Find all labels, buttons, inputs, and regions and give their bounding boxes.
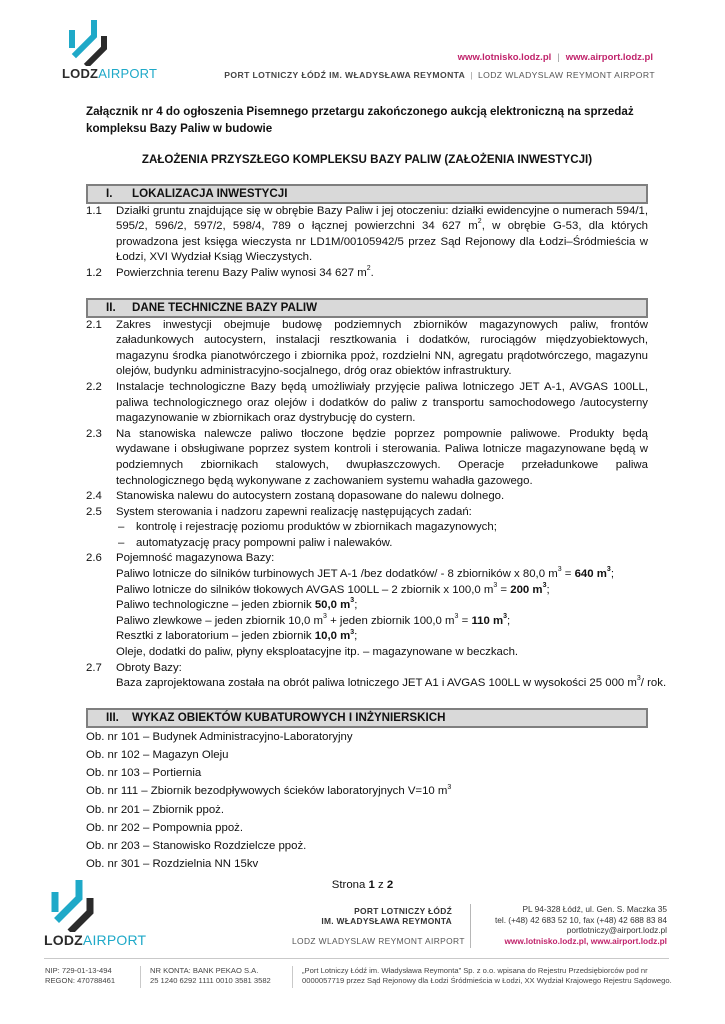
item-number: 2.2 [86, 380, 102, 393]
item-number: 1.1 [86, 204, 102, 217]
dash-list-item: – automatyzację pracy pompowni paliw i nalewaków. [116, 536, 648, 552]
item-text: Na stanowiska nalewcze paliwo tłoczone będzie poprzez pompownie paliwowe. Produkty będą wydawane i obsługiwane poprzez system kontroli i sterowania. Paliwa lotnicze magazynowane będą w podziemnych zbiornikach stalowych, dwupłaszczowych. Operacje przeładunkowe paliwa technologicznego będą wykonywane z zachowaniem systemu wahadła gazowego. [116, 427, 648, 487]
capacity-line-technological: Paliwo technologiczne – jeden zbiornik 50,0 $m^3$; [116, 597, 358, 612]
item-number: 2.6 [86, 552, 102, 565]
item-text: Zakres inwestycji obejmuje budowę podziemnych zbiorników magazynowych paliw, frontów załadunkowych autocystern, instalacji resztkowania i dodatków, rurociągów międzyobiektowych, magazynu środka pianotwórczego i zbiornika ppoż, rozdzielni NN, agregatu prądotwórczego, magazynu olejów, budynku administracyjno-socjalnego, dróg oraz obiektów infrastruktury. [116, 318, 648, 378]
capacity-line-waste: Paliwo zlewkowe – jeden zbiornik 10,0 $m^3$ + jeden zbiornik 100,0 $m^3 = 110$ $m^3$; [116, 613, 511, 627]
capacity-line-avgas: Paliwo lotnicze do silników tłokowych AVGAS 100LL – 2 zbiornik x 100,0 $m^3 = 200$ $m^3$; [116, 581, 550, 596]
document-title: ZAŁOŻENIA PRZYSZŁEGO KOMPLEKSU BAZY PALIW (ZAŁOŻENIA INWESTYCJI) [141, 153, 593, 166]
item-text: Działki gruntu znajdujące się w obrębie Bazy Paliw i jej otoczeniu: działki ewidencyjne o numerach 594/1, 595/2, 596/2, 597/2, 598/4, 789 o łącznej powierzchni 34 627 $m^2$, w obrębie G-53, dla których prowadzona jest księga wieczysta nr LD1M/00105942/5 przez Sąd Rejonowy dla Łodzi–Śródmieścia w Łodzi, XVI Wydział Ksiąg Wieczystych. [116, 204, 648, 264]
item-text: Powierzchnia terenu Bazy Paliw wynosi 34 627 $m^2$. [116, 265, 374, 279]
header-link-separator: | [557, 52, 560, 63]
section-heading-2 [86, 298, 648, 318]
item-number: 2.7 [86, 661, 102, 674]
intro-line-1: Załącznik nr 4 do ogłoszenia Pisemnego przetargu zakończonego aukcją elektroniczną na sprzedaż [86, 105, 634, 118]
header-link-lotnisko[interactable]: www.lotnisko.lodz.pl [457, 52, 552, 63]
footer-address: PL 94-328 Łódź, ul. Gen. S. Maczka 35 [522, 904, 667, 914]
header-logo-text: LODZAIRPORT [62, 66, 158, 81]
footer-websites[interactable]: www.lotnisko.lodz.pl, www.airport.lodz.pl [504, 935, 667, 946]
footer-rule [44, 958, 669, 959]
header-port-separator: | [470, 70, 473, 80]
header-links [458, 52, 653, 63]
item-number: 2.4 [86, 490, 102, 503]
footer-logo [42, 880, 147, 950]
item-text: Instalacje technologiczne Bazy będą umożliwiały przyjęcie paliwa lotniczego JET A-1, AVGAS 100LL, paliwa technologicznego oraz olejów i dodatków do paliw z transportu samochodowego /autocysterny magazynowanie w zbiornikach oraz dystrybucję do cystern. [116, 380, 648, 425]
list-item-2-5 [86, 505, 648, 552]
list-item: Ob. nr 203 – Stanowisko Rozdzielcze ppoż. [86, 840, 307, 853]
capacity-line-oils: Oleje, dodatki do paliw, płyny eksploatacyjne itp. – magazynowane w beczkach. [116, 646, 519, 659]
footer-tax-ids: NIP: 729-01-13-494 REGON: 470788461 [45, 966, 116, 986]
section-title: WYKAZ OBIEKTÓW KUBATUROWYCH I INŻYNIERSKICH [132, 710, 446, 724]
list-item-2-4 [86, 489, 648, 505]
footer-port-name: PORT LOTNICZY ŁÓDŹ IM. WŁADYSŁAWA REYMONTA [321, 906, 452, 926]
item-text: Obroty Bazy: [116, 661, 182, 674]
page-number: Strona 1 z 2 [331, 879, 394, 891]
footer-email[interactable]: portlotniczy@airport.lodz.pl [566, 925, 667, 936]
capacity-line-laboratory: Resztki z laboratorium – jeden zbiornik 10,0 $m^3$; [116, 628, 358, 643]
intro-heading [86, 103, 648, 137]
dash-list-item: – kontrolę i rejestrację poziomu produktów w zbiornikach magazynowych; [116, 520, 648, 536]
capacity-line-jet: Paliwo lotnicze do silników turbinowych JET A-1 /bez dodatków/ - 8 zbiorników x 80,0 $m^3 = 640$ $m^3$; [116, 566, 614, 581]
list-item: Ob. nr 201 – Zbiornik ppoż. [86, 803, 225, 816]
footer-divider [140, 966, 141, 988]
section-title: DANE TECHNICZNE BAZY PALIW [132, 300, 318, 314]
item-text: System sterowania i nadzoru zapewni realizację następujących zadań: [116, 505, 472, 518]
list-item-2-1 [86, 318, 648, 380]
footer-logo-text: LODZAIRPORT [44, 932, 147, 948]
list-item-2-7 [86, 661, 667, 692]
list-item: Ob. nr 202 – Pompownia ppoż. [86, 821, 244, 834]
list-item: Ob. nr 111 – Zbiornik bezodpływowych ścieków laboratoryjnych V=10 $m^3$ [86, 783, 452, 798]
turnover-line: Baza zaprojektowana została na obrót paliwa lotniczego JET A1 i AVGAS 100LL w wysokości 25 000 $m^3/$ rok. [116, 675, 667, 690]
lodz-airport-logo-icon [64, 20, 154, 66]
list-item-1-2 [86, 266, 648, 282]
list-item: Ob. nr 101 – Budynek Administracyjno-Laboratoryjny [86, 730, 353, 743]
header-port-pl: PORT LOTNICZY ŁÓDŹ IM. WŁADYSŁAWA REYMONTA [224, 70, 466, 80]
lodz-airport-logo-icon [46, 880, 136, 932]
list-item: Ob. nr 301 – Rozdzielnia NN 15kv [86, 858, 259, 871]
document-body [86, 103, 667, 873]
item-number: 2.5 [86, 505, 102, 518]
footer-registration: „Port Lotniczy Łódź im. Władysława Reymonta” Sp. z o.o. wpisana do Rejestru Przedsiębiorców pod nr 0000057719 przez Sąd Rejonowy dla Łodzi Śródmieścia w Łodzi, XX Wydział Krajowego Rejestru Sądowego. [302, 966, 672, 986]
footer-divider [292, 966, 293, 988]
item-number: 2.1 [86, 318, 102, 331]
section-title: LOKALIZACJA INWESTYCJI [132, 186, 288, 200]
section-heading-3 [86, 708, 648, 728]
footer-contact [470, 904, 667, 946]
section-heading-1 [86, 184, 648, 204]
list-item: Ob. nr 103 – Portiernia [86, 767, 202, 780]
item-number: 1.2 [86, 266, 102, 279]
intro-line-2: kompleksu Bazy Paliw w budowie [86, 122, 273, 135]
header-logo [60, 20, 160, 82]
objects-list [86, 728, 648, 874]
list-item-2-3 [86, 427, 648, 489]
list-item: Ob. nr 102 – Magazyn Oleju [86, 749, 229, 762]
list-item-2-2 [86, 380, 648, 427]
item-text: Pojemność magazynowa Bazy: [116, 552, 275, 565]
header-port-name [224, 70, 655, 80]
list-item-1-1 [86, 204, 648, 266]
list-item-2-6 [86, 551, 648, 660]
item-text: Stanowiska nalewu do autocystern zostaną dopasowane do nalewu dolnego. [116, 490, 505, 503]
footer-bank: NR KONTA: BANK PEKAO S.A. 25 1240 6292 1111 0010 3581 3582 [150, 966, 271, 986]
section-number: III. [106, 710, 119, 724]
item-number: 2.3 [86, 427, 102, 440]
footer-phone: tel. (+48) 42 683 52 10, fax (+48) 42 688 83 84 [494, 914, 667, 925]
footer-port-en: LODZ WLADYSLAW REYMONT AIRPORT [292, 936, 465, 946]
section-number: II. [106, 300, 116, 314]
header-link-airport[interactable]: www.airport.lodz.pl [565, 52, 653, 63]
header-port-en: LODZ WLADYSLAW REYMONT AIRPORT [477, 70, 655, 80]
section-number: I. [106, 186, 113, 200]
